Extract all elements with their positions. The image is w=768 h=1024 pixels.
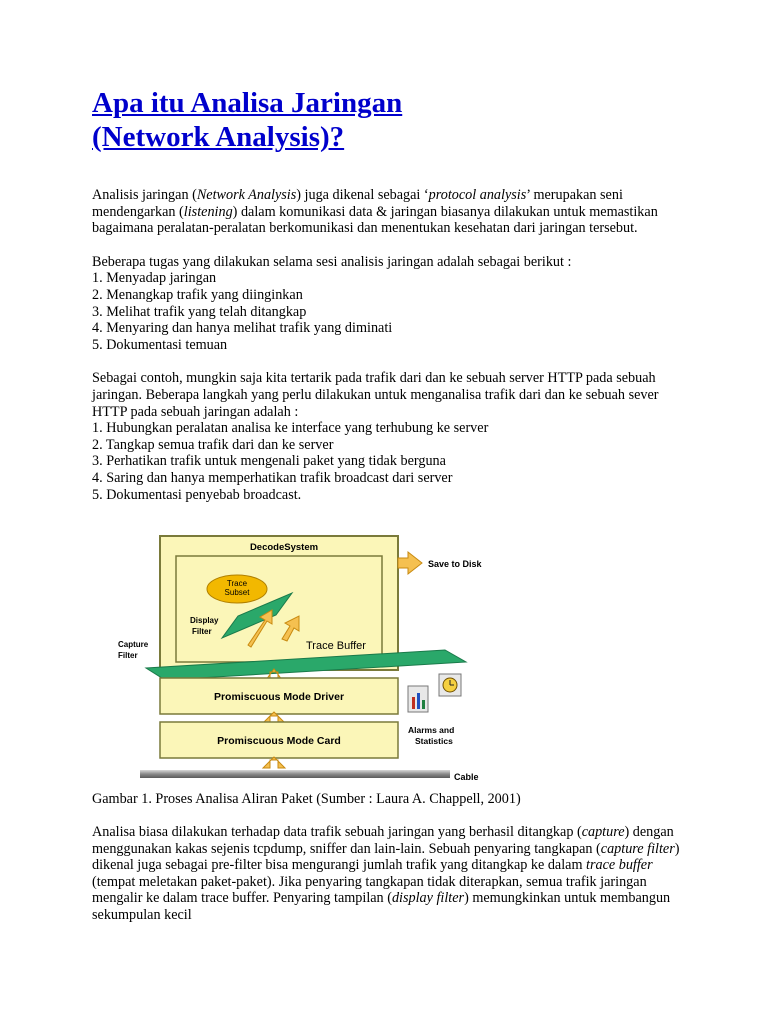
chart-icon-bar (412, 697, 415, 709)
term-trace-buffer: trace buffer (586, 857, 653, 874)
list-item: 5. Dokumentasi temuan (92, 336, 228, 353)
capture-filter-label: Filter (118, 651, 138, 660)
list-item: 2. Menangkap trafik yang diinginkan (92, 286, 303, 303)
save-to-disk-label: Save to Disk (428, 559, 482, 569)
alarms-label: Alarms and (408, 725, 455, 735)
term-network-analysis: Network Analysis (196, 187, 297, 203)
list-item: 4. Menyaring dan hanya melihat trafik yang diminati (92, 320, 393, 337)
term-capture-filter: capture filter (600, 840, 675, 857)
list-item: 2. Tangkap semua trafik dari dan ke server (92, 436, 334, 453)
cable-line (140, 770, 450, 778)
statistics-label: Statistics (415, 736, 453, 746)
term-display-filter: display filter (391, 890, 465, 907)
capture-label: Capture (118, 640, 149, 649)
list-item: 3. Perhatikan trafik untuk mengenali paket yang tidak berguna (92, 453, 446, 470)
list-item: 4. Saring dan hanya memperhatikan trafik broadcast dari server (92, 469, 453, 486)
packet-flow-figure (110, 528, 490, 788)
term-listening: listening (183, 203, 233, 220)
trace-label: Trace (226, 579, 248, 588)
driver-label: Promiscuous Mode Driver (213, 691, 345, 703)
example-list (92, 420, 682, 503)
tasks-lead: Beberapa tugas yang dilakukan selama sesi analisis jaringan adalah sebagai berikut : (92, 253, 572, 270)
page-title[interactable] (92, 86, 682, 154)
chart-icon-bar (422, 700, 425, 709)
figure-caption: Gambar 1. Proses Analisa Aliran Paket (Sumber : Laura A. Chappell, 2001) (92, 791, 521, 807)
card-label: Promiscuous Mode Card (217, 735, 341, 747)
display-label: Display (190, 616, 219, 625)
trace-buffer-label: Trace Buffer (306, 640, 366, 652)
cable-label: Cable (454, 772, 479, 782)
analysis-paragraph: Analisa biasa dilakukan terhadap data trafik sebuah jaringan yang berhasil ditangkap (capture) dengan menggunakan kakas sejenis tcpdump, sniffer dan lain-lain. Sebuah penyaring tangkapan (capture filter) dikenal juga sebagai pre-filter bisa mengurangi jumlah trafik yang ditangkap ke dalam trace buffer (tempat meletakan paket-paket). Jika penyaring tangkapan tidak diterapkan, semua trafik jaringan mengalir ke dalam trace buffer. Penyaring tampilan (display filter) memungkinkan untuk membangun sekumpulan kecil (92, 824, 680, 923)
save-to-disk-arrow (398, 552, 422, 574)
title-line-1[interactable]: Apa itu Analisa Jaringan (92, 87, 403, 119)
example-lead: Sebagai contoh, mungkin saja kita tertarik pada trafik dari dan ke sebuah server HTTP pada sebuah jaringan. Beberapa langkah yang perlu dilakukan untuk menganalisa trafik dari dan ke sebuah sever HTTP pada sebuah jaringan adalah : (92, 370, 659, 420)
list-item: 1. Hubungkan peralatan analisa ke interface yang terhubung ke server (92, 420, 489, 437)
term-capture: capture (581, 824, 625, 840)
tasks-list (92, 270, 682, 353)
list-item: 3. Melihat trafik yang telah ditangkap (92, 303, 307, 320)
article (92, 86, 682, 503)
title-line-2[interactable]: (Network Analysis)? (92, 121, 345, 153)
intro-paragraph: Analisis jaringan (Network Analysis) juga dikenal sebagai ‘protocol analysis’ merupakan seni mendengarkan (listening) dalam komunikasi data & jaringan biasanya dilakukan untuk memastikan bagaimana peralatan-peralatan berkomunikasi dan menentukan kesehatan dari jaringan tersebut. (92, 187, 658, 237)
decode-system-label: DecodeSystem (249, 542, 319, 553)
term-protocol-analysis: protocol analysis (428, 187, 527, 203)
list-item: 5. Dokumentasi penyebab broadcast. (92, 486, 302, 503)
packet-flow-diagram (110, 528, 490, 788)
chart-icon-bar (417, 693, 420, 709)
subset-label: Subset (224, 588, 250, 597)
display-filter-label: Filter (192, 627, 212, 636)
list-item: 1. Menyadap jaringan (92, 270, 217, 287)
